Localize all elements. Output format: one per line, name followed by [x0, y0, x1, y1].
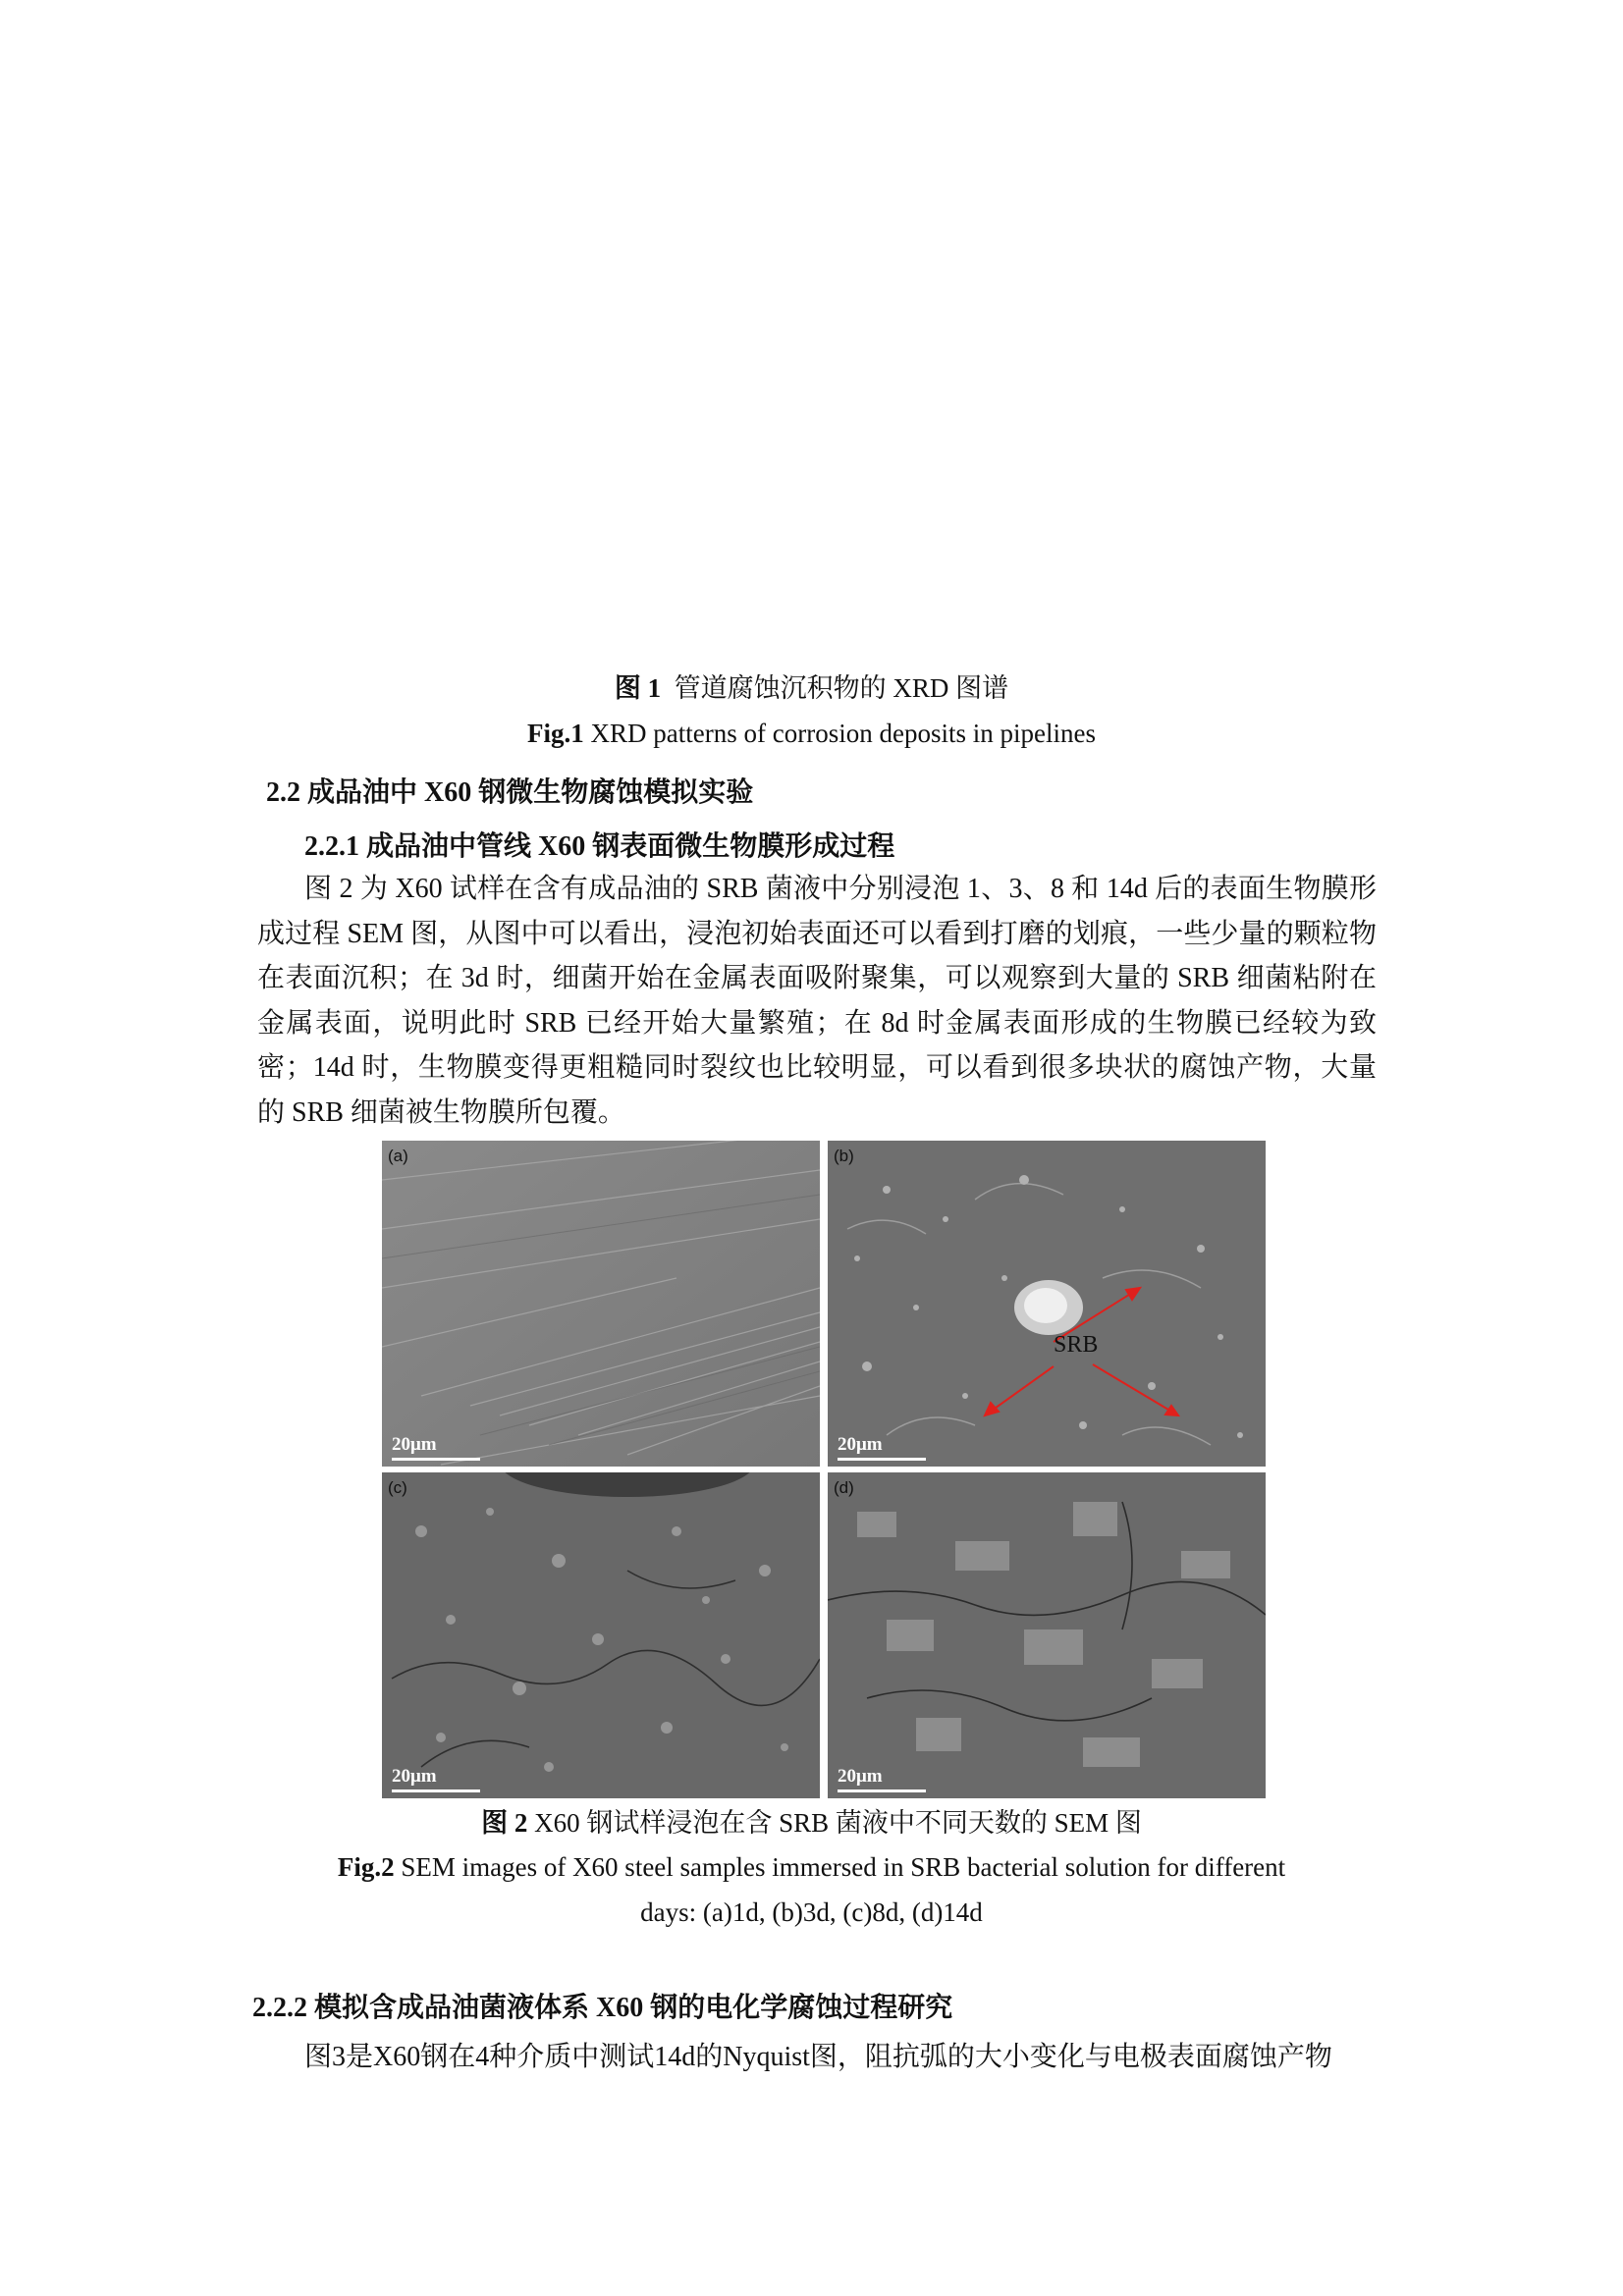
- sem-panel-c: [382, 1472, 820, 1798]
- fig2-caption-en-text: SEM images of X60 steel samples immersed in SRB bacterial solution for different: [401, 1852, 1286, 1882]
- fig1-caption-zh-number: 图 1: [614, 673, 662, 703]
- sem-panel-c-label: (c): [388, 1478, 407, 1497]
- sem-panel-d-scalebar: [838, 1766, 926, 1792]
- sem-panel-b: [828, 1141, 1266, 1467]
- fig2-caption-en-line1: [0, 1849, 1623, 1885]
- sem-panel-d-label: (d): [834, 1478, 854, 1497]
- sem-image-d: [828, 1472, 1266, 1798]
- fig2-caption-zh: [0, 1805, 1623, 1841]
- sem-panel-a-scale-text: 20μm: [392, 1434, 437, 1455]
- fig2-caption-en-number: Fig.2: [337, 1852, 395, 1882]
- sem-panel-d: [828, 1472, 1266, 1798]
- sem-panel-a-label: (a): [388, 1147, 408, 1165]
- sem-panel-a-scalebar: [392, 1434, 480, 1461]
- fig2-caption-zh-text: X60 钢试样浸泡在含 SRB 菌液中不同天数的 SEM 图: [534, 1808, 1142, 1838]
- scale-bar: [392, 1458, 480, 1461]
- fig1-caption-zh-text: 管道腐蚀沉积物的 XRD 图谱: [674, 673, 1009, 703]
- fig2-caption-zh-number: 图 2: [481, 1808, 528, 1838]
- sem-image-a: [382, 1141, 820, 1467]
- fig1-caption-zh: [0, 670, 1623, 706]
- sem-panel-d-scale-text: 20μm: [838, 1766, 883, 1787]
- srb-annotation: SRB: [1054, 1332, 1099, 1358]
- section-2-2-2-paragraph: 图3是X60钢在4种介质中测试14d的Nyquist图，阻抗弧的大小变化与电极表面腐蚀产物: [304, 2042, 1332, 2072]
- scale-bar: [392, 1789, 480, 1792]
- section-2-2-heading: 2.2 成品油中 X60 钢微生物腐蚀模拟实验: [266, 777, 754, 808]
- section-2-2-2-heading: 2.2.2 模拟含成品油菌液体系 X60 钢的电化学腐蚀过程研究: [252, 1993, 953, 2023]
- sem-panel-b-scale-text: 20μm: [838, 1434, 883, 1455]
- fig1-caption-en-number: Fig.1: [527, 719, 584, 748]
- scale-bar: [838, 1458, 926, 1461]
- sem-panel-c-scale-text: 20μm: [392, 1766, 437, 1787]
- sem-panel-c-scalebar: [392, 1766, 480, 1792]
- sem-image-c: [382, 1472, 820, 1798]
- section-2-2-1-heading: 2.2.1 成品油中管线 X60 钢表面微生物膜形成过程: [304, 831, 895, 862]
- fig1-caption-en-text: XRD patterns of corrosion deposits in pipelines: [590, 719, 1096, 748]
- sem-panel-b-label: (b): [834, 1147, 854, 1165]
- fig2-caption-en-line2: days: (a)1d, (b)3d, (c)8d, (d)14d: [640, 1897, 983, 1927]
- fig1-caption-en: [0, 716, 1623, 751]
- sem-panel-b-scalebar: [838, 1434, 926, 1461]
- sem-panel-a: [382, 1141, 820, 1467]
- section-2-2-1-paragraph: 图 2 为 X60 试样在含有成品油的 SRB 菌液中分别浸泡 1、3、8 和 14d 后的表面生物膜形成过程 SEM 图，从图中可以看出，浸泡初始表面还可以看到打磨的划痕，一些少量的颗粒物在表面沉积；在 3d 时，细菌开始在金属表面吸附聚集，可以观察到大量的 SRB 细菌粘附在金属表面，说明此时 SRB 已经开始大量繁殖；在 8d 时金属表面形成的生物膜已经较为致密；14d 时，生物膜变得更粗糙同时裂纹也比较明显，可以看到很多块状的腐蚀产物，大量的 SRB 细菌被生物膜所包覆。: [257, 874, 1377, 1128]
- scale-bar: [838, 1789, 926, 1792]
- sem-image-b: [828, 1141, 1266, 1467]
